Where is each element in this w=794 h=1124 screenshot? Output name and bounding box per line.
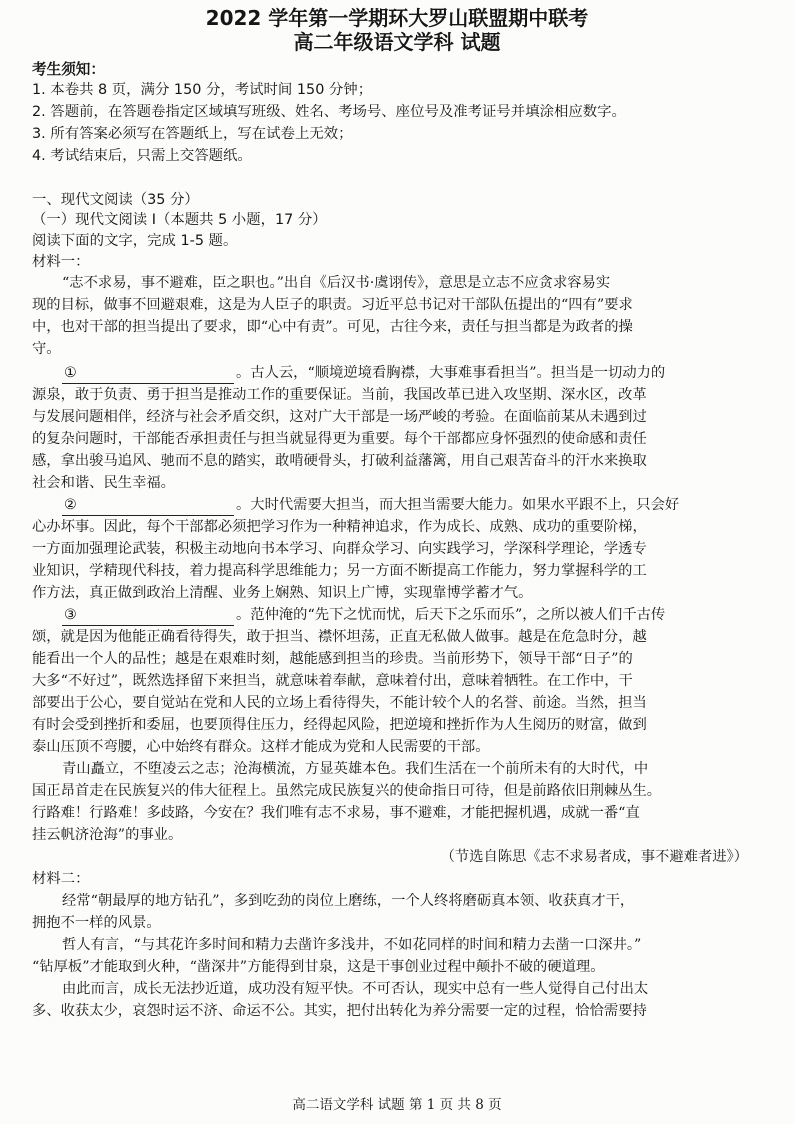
notice-item: 3. 所有答案必须写在答题纸上，写在试卷上无效； bbox=[32, 126, 353, 142]
paragraph-line: 多、收获太少，哀怨时运不济、命运不公。其实，把付出转化为养分需要一定的过程，恰恰需要持 bbox=[32, 1003, 647, 1019]
paragraph-line: 守。 bbox=[32, 341, 61, 357]
paragraph-line: “志不求易，事不避难，臣之职也。”出自《后汉书·虞诩传》，意思是立志不应贪求容易实 bbox=[62, 275, 611, 291]
reading-instruction: 阅读下面的文字，完成 1-5 题。 bbox=[32, 233, 238, 249]
paragraph-line: 大多“不好过”，既然选择留下来担当，就意味着奉献，意味着付出，意味着牺牲。在工作中，干 bbox=[32, 673, 633, 689]
paragraph-line: 源泉，敢于负责、勇于担当是推动工作的重要保证。当前，我国改革已进入攻坚期、深水区，改革 bbox=[32, 387, 647, 403]
paragraph-line: 业知识，学精现代科技，着力提高科学思维能力；另一方面不断提高工作能力，努力掌握科学的工 bbox=[32, 563, 647, 579]
paragraph-line: 与发展问题相伴，经济与社会矛盾交织，这对广大干部是一场严峻的考验。在面临前某从未遇到过 bbox=[32, 409, 647, 425]
blank-answer-2: ② bbox=[62, 495, 234, 516]
paragraph-line: 颂，就是因为他能正确看待得失，敢于担当、襟怀坦荡，正直无私做人做事。越是在危急时分，越 bbox=[32, 629, 647, 645]
paragraph-line: “钻厚板”才能取到火种，“凿深井”方能得到甘泉，这是干事创业过程中颠扑不破的硬道理。 bbox=[32, 959, 605, 975]
paragraph-line: 哲人有言，“与其花许多时间和精力去凿许多浅井，不如花同样的时间和精力去凿一口深井。” bbox=[62, 937, 642, 953]
exam-subtitle: 高二年级语文学科 试题 bbox=[293, 30, 501, 54]
paragraph-line: 由此而言，成长无法抄近道，成功没有短平快。不可否认，现实中总有一些人觉得自己付出太 bbox=[62, 981, 649, 997]
blank-answer-3: ③ bbox=[62, 605, 234, 626]
paragraph-line: 感，拿出骏马追风、驰而不息的踏实，敢啃硬骨头，打破利益藩篱，用自己艰苦奋斗的汗水来换取 bbox=[32, 453, 647, 469]
paragraph-line: 经常“朝最厚的地方钻孔”，多到吃劲的岗位上磨练，一个人终将磨砺真本领、收获真才干， bbox=[62, 893, 635, 909]
notice-item: 1. 本卷共 8 页，满分 150 分，考试时间 150 分钟； bbox=[32, 82, 373, 98]
paragraph-line: ② 。大时代需要大担当，而大担当需要大能力。如果水平跟不上，只会好 bbox=[62, 495, 679, 516]
paragraph-line: ① 。古人云，“顺境逆境看胸襟，大事难事看担当”。担当是一切动力的 bbox=[62, 363, 665, 384]
paragraph-line: 的复杂问题时，干部能否承担责任与担当就显得更为重要。每个干部都应身怀强烈的使命感和责任 bbox=[32, 431, 647, 447]
paragraph-line: 能看出一个人的品性；越是在艰难时刻，越能感到担当的珍贵。当前形势下，领导干部“日子”的 bbox=[32, 651, 633, 667]
paragraph-line: 中，也对干部的担当提出了要求，即“心中有责”。可见，古往今来，责任与担当都是为政者的操 bbox=[32, 319, 633, 335]
paragraph-line: 作方法，真正做到政治上清醒、业务上娴熟、知识上广博，实现靠博学蓄才气。 bbox=[32, 585, 533, 601]
paragraph-line: 泰山压顶不弯腰，心中始终有群众。这样才能成为党和人民需要的干部。 bbox=[32, 739, 490, 755]
material-1-label: 材料一： bbox=[32, 254, 90, 270]
paragraph-line: 国正昂首走在民族复兴的伟大征程上。虽然完成民族复兴的使命指日可待，但是前路依旧荆棘丛生。 bbox=[32, 783, 662, 799]
notice-item: 4. 考试结束后，只需上交答题纸。 bbox=[32, 148, 252, 164]
paragraph-line: 行路难！行路难！多歧路，今安在？我们唯有志不求易，事不避难，才能把握机遇，成就一番“直 bbox=[32, 805, 640, 821]
paragraph-line: 拥抱不一样的风景。 bbox=[32, 915, 161, 931]
paragraph-line: 有时会受到挫折和委屈，也要顶得住压力，经得起风险，把逆境和挫折作为人生阅历的财富，做到 bbox=[32, 717, 647, 733]
material-2-label: 材料二： bbox=[32, 871, 90, 887]
section-subheading: （一）现代文阅读 I（本题共 5 小题，17 分） bbox=[32, 212, 327, 228]
paragraph-line: 青山矗立，不堕凌云之志；沧海横流，方显英雄本色。我们生活在一个前所未有的大时代，中 bbox=[62, 761, 649, 777]
section-heading: 一、现代文阅读（35 分） bbox=[32, 192, 199, 208]
page-footer: 高二语文学科 试题 第 1 页 共 8 页 bbox=[292, 1097, 502, 1113]
paragraph-line: 一方面加强理论武装，积极主动地向书本学习、向群众学习、向实践学习，学深科学理论，学透专 bbox=[32, 541, 647, 557]
paragraph-line: 心办坏事。因此，每个干部都必须把学习作为一种精神追求，作为成长、成熟、成功的重要阶梯， bbox=[32, 519, 647, 535]
paragraph-line: 现的目标，做事不回避艰难，这是为人臣子的职责。习近平总书记对干部队伍提出的“四有”要求 bbox=[32, 297, 633, 313]
paragraph-line: 部要出于公心，要自觉站在党和人民的立场上看待得失，不能计较个人的名誉、前途。当然，担当 bbox=[32, 695, 647, 711]
blank-answer-1: ① bbox=[62, 363, 234, 384]
exam-title: 2022 学年第一学期环大罗山联盟期中联考 bbox=[205, 6, 589, 30]
notice-heading: 考生须知： bbox=[32, 61, 105, 78]
notice-item: 2. 答题前，在答题卷指定区域填写班级、姓名、考场号、座位号及准考证号并填涂相应数字。 bbox=[32, 104, 626, 120]
paragraph-line: 社会和谐、民生幸福。 bbox=[32, 475, 175, 491]
paragraph-line: 挂云帆济沧海”的事业。 bbox=[32, 827, 183, 843]
paragraph-line: ③ 。范仲淹的“先下之忧而忧，后天下之乐而乐”，之所以被人们千古传 bbox=[62, 605, 665, 626]
material-1-source: （节选自陈思《志不求易者成，事不避难者进》） bbox=[440, 849, 748, 865]
